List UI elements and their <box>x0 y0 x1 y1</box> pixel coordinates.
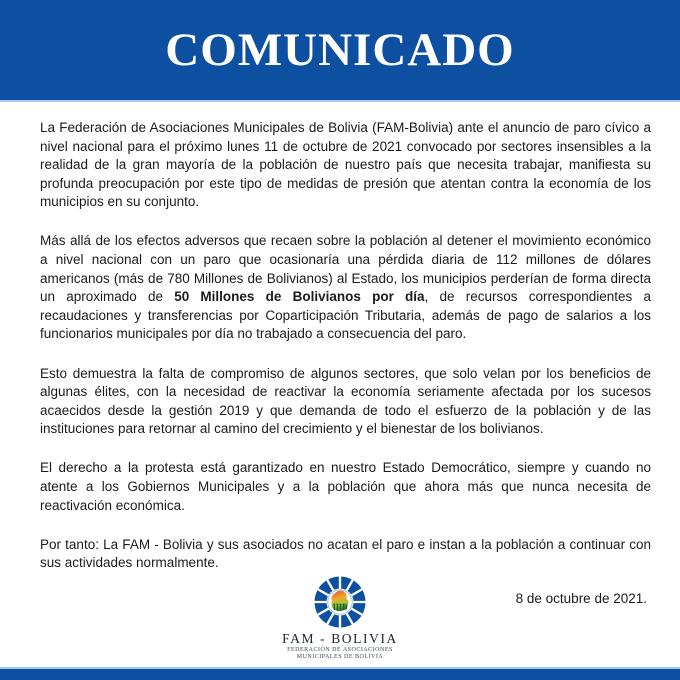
header-band <box>0 0 680 102</box>
paragraph-economic-impact <box>40 232 651 344</box>
date-text: 8 de octubre de 2021. <box>515 591 647 606</box>
paragraph-commitment: Esto demuestra la falta de compromiso de algunos sectores, que solo velan por los beneficios de algunas élites, con la necesidad de reactivar la economía seriamente afectada por los sucesos acaecidos desde la gestión 2019 y que demanda de todo el esfuerzo de la población y de las instituciones para retornar al camino del crecimiento y el bienestar de los bolivianos. <box>40 365 651 437</box>
fam-bolivia-logo <box>0 576 680 661</box>
paragraph-conclusion: Por tanto: La FAM - Bolivia y sus asociados no acatan el paro e instan a la población a continuar con sus actividades normalmente. <box>40 536 651 571</box>
document-body <box>40 119 651 593</box>
logo-name: FAM - BOLIVIA <box>282 631 398 646</box>
paragraph-economic-impact-start: Más allá de los efectos adversos que recaen sobre la población al detener el movimiento económico a nivel nacional con un paro que ocasionaría una pérdida diaria de 112 millones de dólares americanos (más de 780 Millones de Bolivianos) al Estado, los municipios perderían de forma directa un aproximado de <box>40 233 651 305</box>
logo-subtitle-line-2: MUNICIPALES DE BOLIVIA <box>296 654 384 660</box>
paragraph-intro: La Federación de Asociaciones Municipales de Bolivia (FAM-Bolivia) ante el anuncio de paro cívico a nivel nacional para el próximo lunes 11 de octubre de 2021 convocado por sectores insensibles a la realidad de la gran mayoría de la población de nuestro país que necesita trabajar, manifiesta su profunda preocupación por este tipo de medidas de presión que atentan contra la economía de los municipios en su conjunto. <box>40 120 651 210</box>
paragraph-economic-impact-end: , de recursos correspondientes a recaudaciones y transferencias por Coparticipación Tributaria, además de pago de salarios a los funcionarios municipales por día no trabajado a consecuencia del paro. <box>40 289 652 342</box>
logo-subtitle-line-1: FEDERACIÓN DE ASOCIACIONES <box>287 647 393 653</box>
page-title: COMUNICADO <box>165 24 515 76</box>
paragraph-protest-right: El derecho a la protesta está garantizado en nuestro Estado Democrático, siempre y cuando no atente a los Gobiernos Municipales y a la población que ahora más que nunca necesita de reactivación económica. <box>40 460 651 513</box>
fam-bolivia-sun-wheel-icon <box>314 576 366 628</box>
paragraph-economic-impact-bold: 50 Millones de Bolivianos por día <box>174 289 425 305</box>
footer-band <box>0 667 680 680</box>
